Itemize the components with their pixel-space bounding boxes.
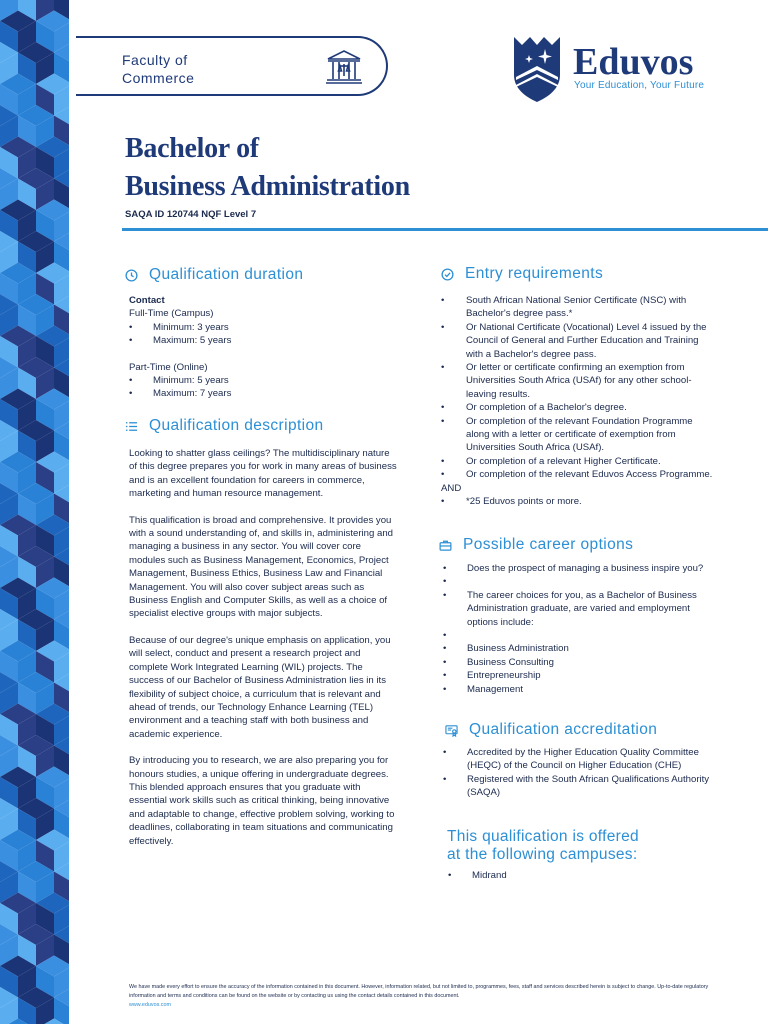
list-item: • Or completion of the relevant Eduvos Access Programme. xyxy=(441,468,716,481)
brand-tagline: Your Education, Your Future xyxy=(574,80,705,91)
parttime-label: Part-Time (Online) xyxy=(129,361,208,373)
accreditation-heading: Qualification accreditation xyxy=(445,721,657,739)
faculty-badge xyxy=(76,36,388,96)
list-item: • Management xyxy=(443,683,718,696)
title-divider xyxy=(122,228,768,231)
campuses-heading: This qualification is offered at the following campuses: xyxy=(447,828,639,863)
list-item: • Entrepreneurship xyxy=(443,669,718,682)
clock-icon xyxy=(125,269,138,282)
list-item: • Or completion of a relevant Higher Certificate. xyxy=(441,455,716,468)
campus-list xyxy=(448,869,648,882)
career-details xyxy=(443,562,718,696)
career-heading: Possible career options xyxy=(439,536,633,554)
list-item: • Midrand xyxy=(448,869,648,882)
paragraph: This qualification is broad and comprehensive. It provides you with a sound understanding of, and skills in, administering and managing a business in any sector. You will cover core modules such as Business Management, Economics, Project Management, Business Ethics, Business Law and Financial Management. You will also cover subject areas such as Business English and Computer Skills, as well as a choice of specialist elective groups with major subjects. xyxy=(129,514,393,620)
duration-heading: Qualification duration xyxy=(125,266,303,284)
list-item: • *25 Eduvos points or more. xyxy=(441,495,716,508)
disclaimer-text: We have made every effort to ensure the accuracy of the information contained in this document. However, information related, but not limited to, programmes, fees, staff and services described herein is subject to change. Up-to-date regulatory information and terms and conditions can be found on the website or by contacting us using the contact details contained in this document. xyxy=(129,984,709,999)
list-item: • Registered with the South African Qualifications Authority (SAQA) xyxy=(443,773,718,800)
check-circle-icon xyxy=(441,268,454,281)
page-title xyxy=(125,130,410,206)
paragraph: Because of our degree's unique emphasis on application, you will select, conduct and present a research project and complete Work Integrated Learning (WIL) projects. The success of our Bachelor of Business Administration lies in its flexibility of subject choice, a curriculum that is relevant and ahead of trends, our Technology Enhance Learning (TEL) environment and a teaching staff with both business and academic experience. xyxy=(129,634,391,740)
list-item: • Does the prospect of managing a business inspire you? xyxy=(443,562,718,575)
briefcase-icon xyxy=(439,539,452,552)
list-item: • Business Consulting xyxy=(443,656,718,669)
duration-details xyxy=(129,294,399,401)
list-item: • Or National Certificate (Vocational) Level 4 issued by the Council of General and Further Education and Training with a Bachelor's degree pass. xyxy=(441,321,716,361)
contact-label: Contact xyxy=(129,295,165,306)
list-item xyxy=(443,575,718,588)
list-item: • Minimum: 3 years xyxy=(129,321,399,334)
faculty-label: Faculty of Commerce xyxy=(122,52,195,86)
saqa-id: SAQA ID 120744 NQF Level 7 xyxy=(125,209,257,220)
description-heading: Qualification description xyxy=(125,417,324,435)
list-item: • Accredited by the Higher Education Quality Committee (HEQC) of the Council on Higher Education (CHE) xyxy=(443,746,718,773)
description-body xyxy=(129,447,399,848)
eduvos-shield-logo xyxy=(512,33,562,103)
list-item xyxy=(443,629,718,642)
university-building-icon xyxy=(324,48,364,86)
footer-disclaimer xyxy=(129,983,719,1010)
footer-link[interactable]: www.eduvos.com xyxy=(129,1002,171,1008)
certificate-icon xyxy=(445,724,458,737)
accreditation-details xyxy=(443,746,718,800)
brand-name: Eduvos xyxy=(573,41,694,83)
list-item: • The career choices for you, as a Bachelor of Business Administration graduate, are varied and employment options include: xyxy=(443,589,718,629)
entry-heading: Entry requirements xyxy=(441,265,603,283)
list-item: • Maximum: 5 years xyxy=(129,334,399,347)
paragraph: Looking to shatter glass ceilings? The multidisciplinary nature of this degree prepares you for work in many areas of business and is an excellent foundation for careers in commerce, marketing and human resource management. xyxy=(129,448,397,500)
list-item: • Or letter or certificate confirming an exemption from Universities South Africa (USAf) for any other school-leaving results. xyxy=(441,361,716,401)
title-line-1: Bachelor of xyxy=(125,133,259,164)
and-label: AND xyxy=(441,482,462,494)
title-line-2: Business Administration xyxy=(125,171,410,202)
list-item: • Or completion of a Bachelor's degree. xyxy=(441,401,716,414)
list-item: • Minimum: 5 years xyxy=(129,374,399,387)
entry-details xyxy=(441,294,716,509)
decorative-sidebar-pattern xyxy=(0,0,69,1024)
paragraph: By introducing you to research, we are also preparing you for honours studies, a unique offering in undergraduate degrees. This blended approach ensures that you graduate with essential work skills such as critical thinking, being innovative and adaptable to change, effective problem solving, working to deadlines, collaborating in team situations and communicating effectively. xyxy=(129,755,395,847)
list-item: • Maximum: 7 years xyxy=(129,387,399,400)
list-icon xyxy=(125,420,138,433)
fulltime-label: Full-Time (Campus) xyxy=(129,308,214,320)
list-item: • Business Administration xyxy=(443,642,718,655)
list-item: • Or completion of the relevant Foundation Programme along with a letter or certificate of exemption from Universities South Africa (USAf). xyxy=(441,415,716,455)
list-item: • South African National Senior Certificate (NSC) with Bachelor's degree pass.* xyxy=(441,294,716,321)
